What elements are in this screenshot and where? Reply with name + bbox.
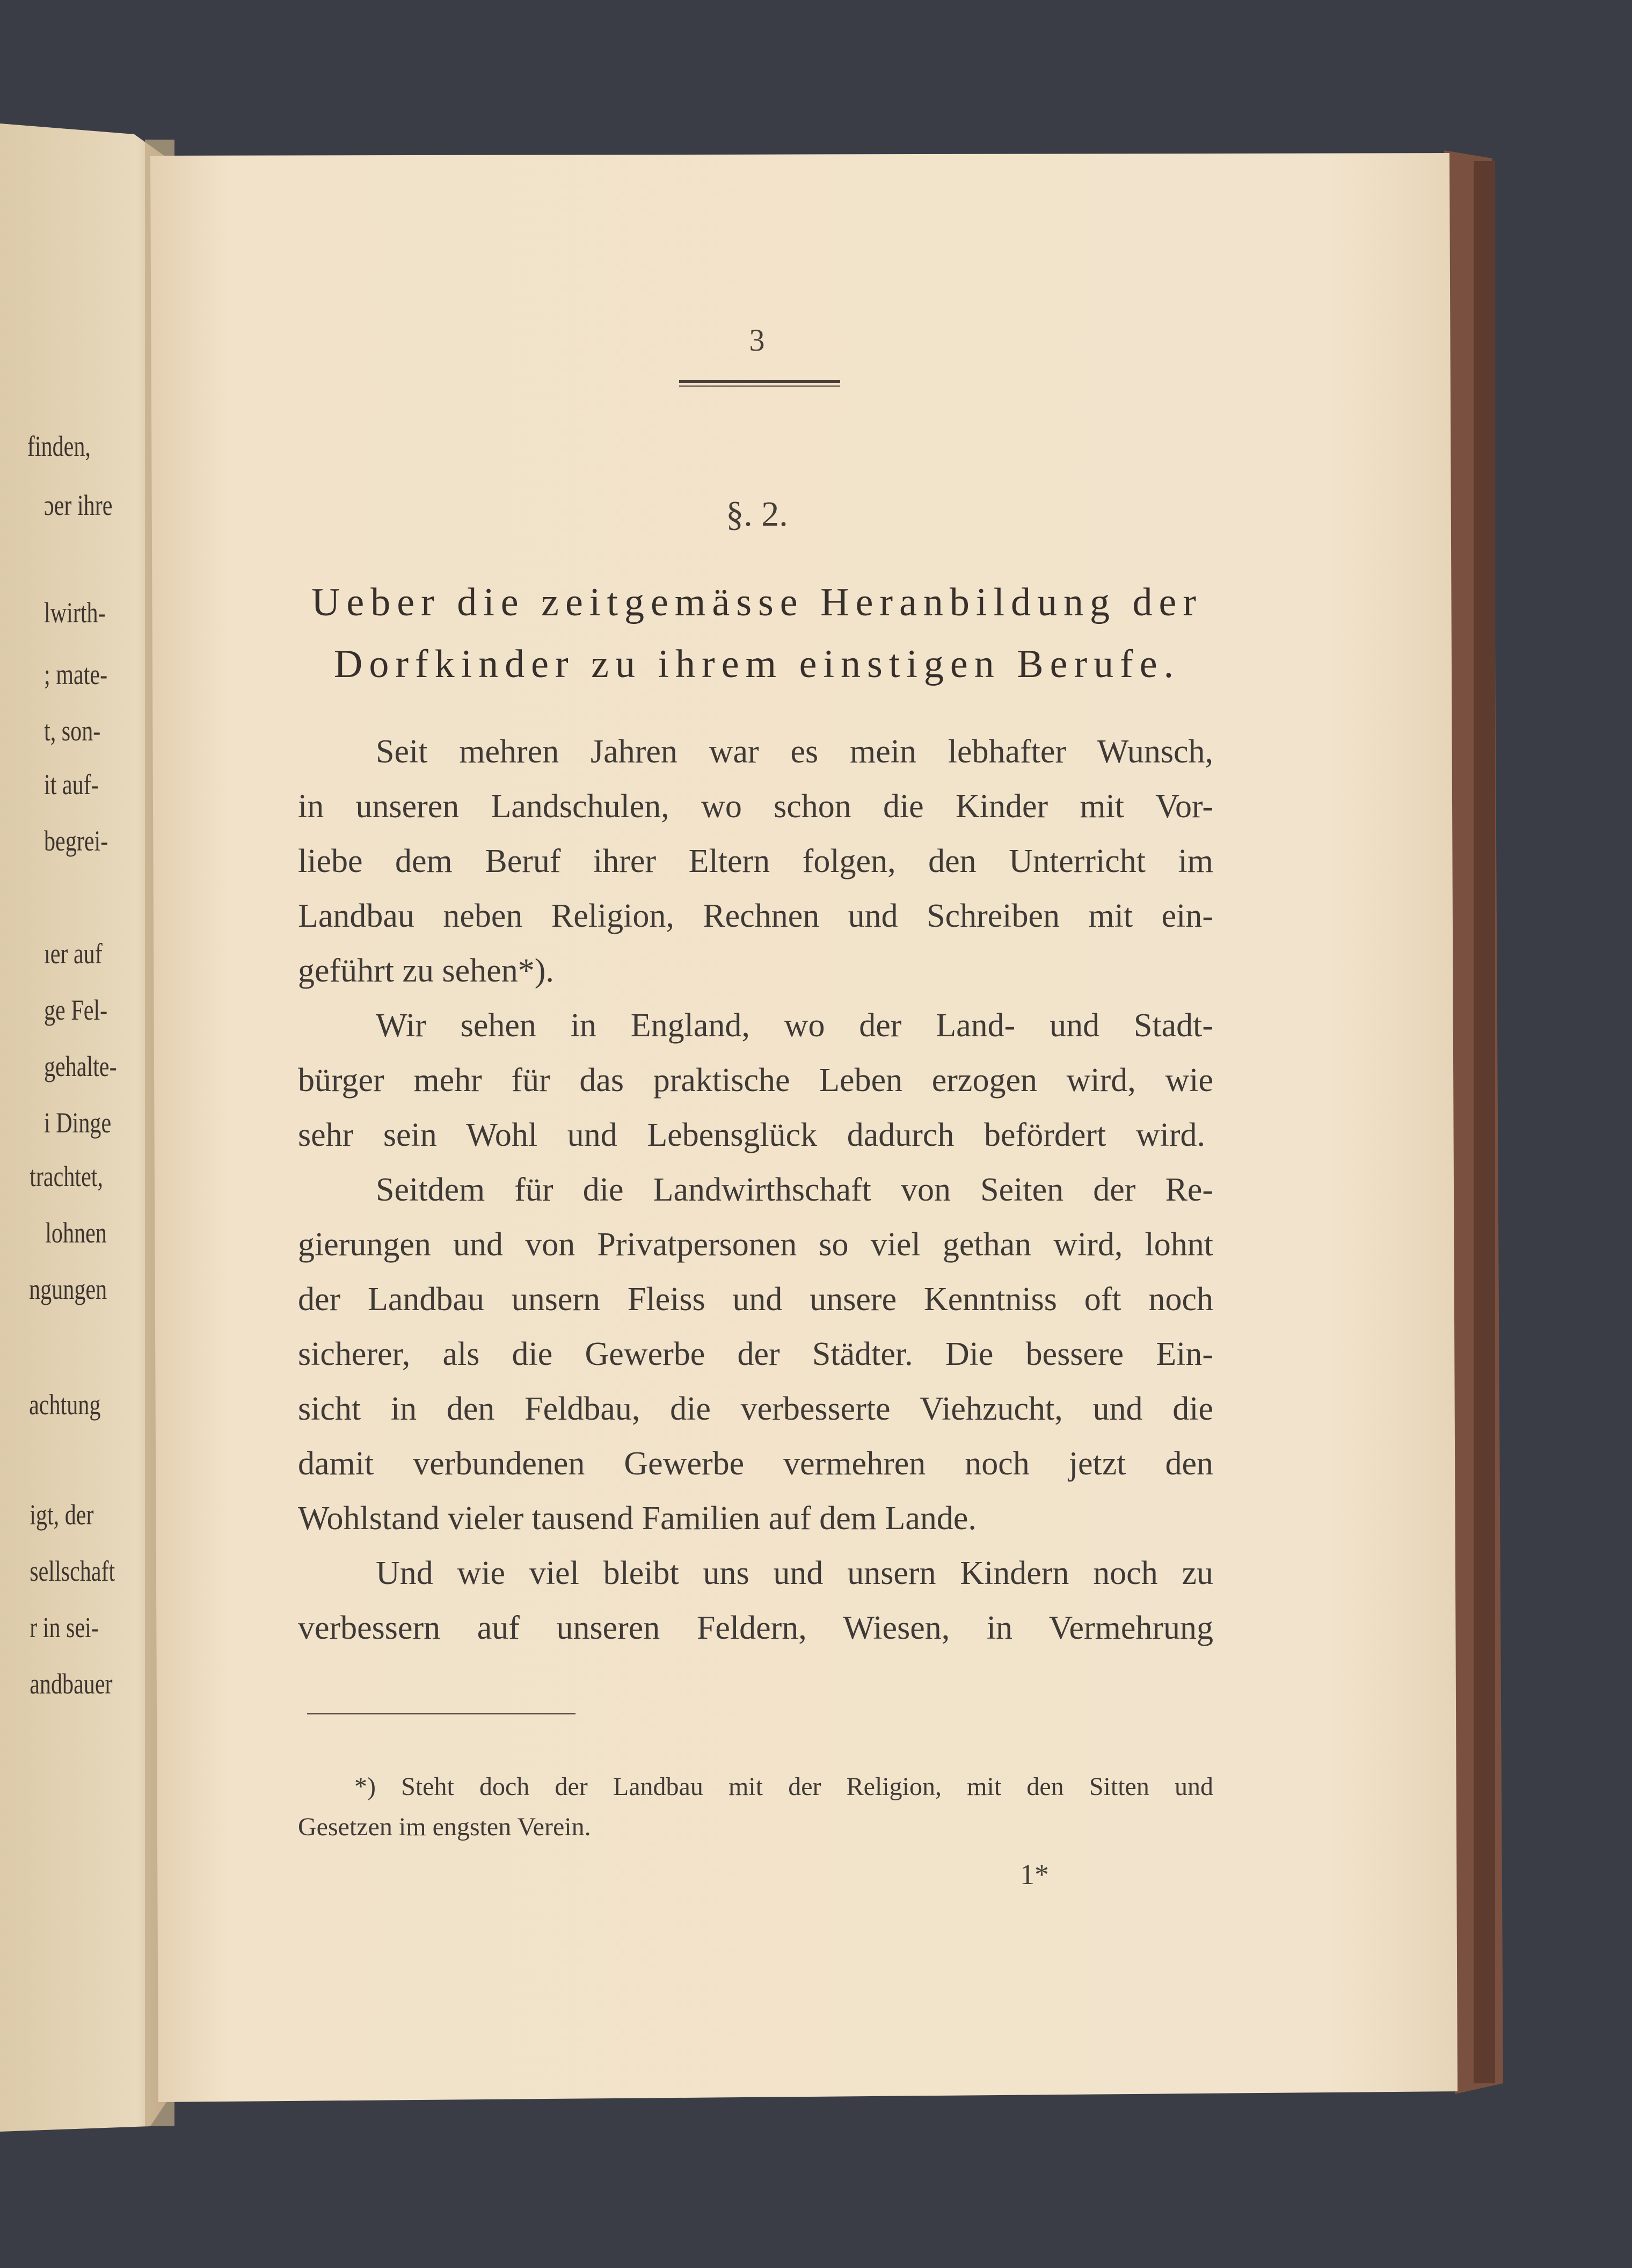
footnote-rule: [307, 1713, 575, 1714]
footnote-line: Gesetzen im engsten Verein.: [298, 1813, 591, 1841]
body-line: bürger mehr für das praktische Leben erzogen wird, wie: [298, 1062, 1213, 1099]
body-line: in unseren Landschulen, wo schon die Kinder mit Vor-: [298, 788, 1213, 825]
body-line: liebe dem Beruf ihrer Eltern folgen, den Unterricht im: [298, 843, 1213, 879]
left-fragment: igt, der: [30, 1499, 94, 1531]
page-number-rule: [679, 380, 840, 383]
left-fragment: gehalte-: [44, 1050, 117, 1082]
left-fragment: ; mate-: [44, 658, 108, 690]
body-line: sicht in den Feldbau, die verbesserte Viehzucht, und die: [298, 1391, 1213, 1427]
body-line: Wir sehen in England, wo der Land- und Stadt-: [376, 1007, 1213, 1044]
page-number: 3: [749, 323, 765, 358]
body-line: sicherer, als die Gewerbe der Städter. Die bessere Ein-: [298, 1336, 1213, 1372]
left-fragment: lohnen: [45, 1217, 107, 1249]
left-fragment: ıer auf: [44, 937, 103, 970]
body-line: Und wie viel bleibt uns und unsern Kindern noch zu: [376, 1555, 1213, 1591]
left-fragment: finden,: [27, 430, 91, 462]
body-line: damit verbundenen Gewerbe vermehren noch jetzt den: [298, 1445, 1213, 1482]
body-line: der Landbau unsern Fleiss und unsere Kenntniss oft noch: [298, 1281, 1213, 1318]
left-fragment: andbauer: [30, 1668, 113, 1700]
left-fragment: i Dinge: [44, 1107, 112, 1139]
left-fragment: ge Fel-: [44, 994, 108, 1026]
body-line: geführt zu sehen*).: [298, 953, 554, 989]
left-fragment: it auf-: [44, 768, 99, 801]
left-fragment: r in sei-: [30, 1611, 99, 1644]
body-line: Seitdem für die Landwirthschaft von Seiten der Re-: [376, 1172, 1213, 1208]
book-cover-edge-shade: [1474, 161, 1495, 2083]
section-number: §. 2.: [726, 495, 788, 534]
chapter-heading-line-1: Ueber die zeitgemässe Heranbildung der: [311, 580, 1203, 624]
left-fragment: begrei-: [44, 825, 108, 857]
left-fragment: ɔer ihre: [44, 489, 113, 521]
body-line: verbessern auf unseren Feldern, Wiesen, in Vermehrung: [298, 1610, 1213, 1646]
chapter-heading-line-2: Dorfkinder zu ihrem einstigen Berufe.: [333, 642, 1181, 686]
body-line: sehr sein Wohl und Lebensglück dadurch befördert wird.: [298, 1117, 1205, 1153]
body-line: Seit mehren Jahren war es mein lebhafter Wunsch,: [376, 733, 1213, 770]
left-fragment: achtung: [29, 1389, 101, 1421]
body-line: gierungen und von Privatpersonen so viel gethan wird, lohnt: [298, 1226, 1213, 1263]
signature-mark: 1*: [1020, 1858, 1049, 1891]
left-fragment: t, son-: [44, 715, 101, 747]
footnote-line: *) Steht doch der Landbau mit der Religion, mit den Sitten und: [354, 1772, 1213, 1801]
body-line: Wohlstand vieler tausend Familien auf dem Lande.: [298, 1500, 977, 1537]
left-fragment: trachtet,: [30, 1160, 104, 1193]
body-line: Landbau neben Religion, Rechnen und Schreiben mit ein-: [298, 898, 1213, 934]
page-number-rule-thin: [679, 386, 840, 387]
left-fragment: lwirth-: [44, 597, 106, 629]
left-fragment: sellschaft: [30, 1555, 115, 1587]
left-fragment: ngungen: [29, 1273, 107, 1305]
